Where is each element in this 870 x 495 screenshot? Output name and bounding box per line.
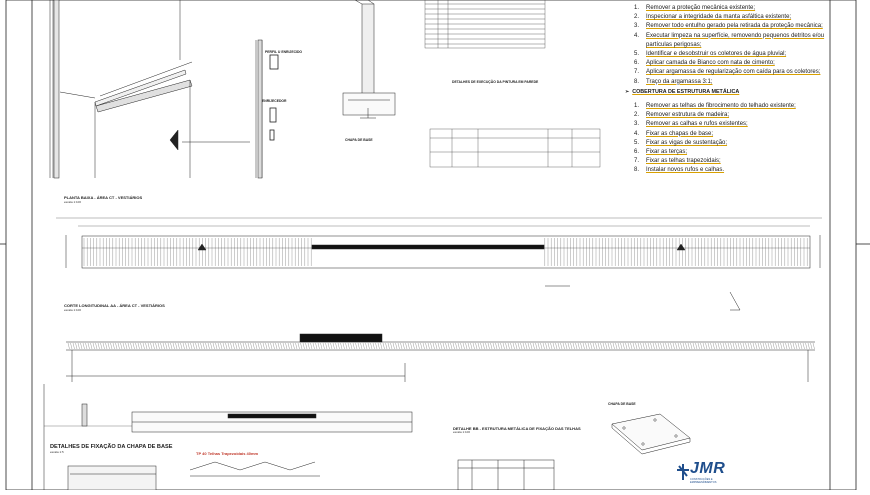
roof-step-item — [634, 148, 796, 157]
roof-step-item — [634, 102, 796, 111]
section-scale: escala 1:100 — [64, 308, 82, 312]
step-item — [634, 41, 824, 50]
step-item — [634, 13, 824, 22]
detail-bb-scale: escala 1:100 — [453, 430, 471, 434]
roof-step-item — [634, 157, 796, 166]
roof-step-item-number: 6. — [634, 149, 640, 156]
step-item-text: Remover a proteção mecânica existente; — [646, 5, 756, 11]
roof-step-item-number: 2. — [634, 112, 640, 119]
step-item-text: Traço da argamassa 3:1; — [646, 78, 713, 85]
step-item — [634, 4, 824, 13]
step-item — [634, 32, 824, 41]
roof-step-item — [634, 130, 796, 139]
company-logo — [676, 460, 736, 486]
roof-step-item-number: 7. — [634, 158, 640, 165]
roof-section-title — [625, 89, 739, 95]
plan-scale: escala 1:100 — [64, 200, 82, 204]
roof-step-item-number: 3. — [634, 121, 640, 128]
step-item-text: partículas perigosas; — [646, 41, 702, 48]
roof-step-item-text: Fixar as vigas de sustentação; — [646, 139, 728, 146]
roof-step-item-text: Fixar as telhas trapezoidais; — [646, 158, 721, 165]
step-item-text: Remover todo entulho gerado pela retirada da proteção mecânica; — [646, 23, 823, 30]
plan-title: PLANTA BAIXA - ÁREA CT - VESTIÁRIOS — [64, 195, 143, 200]
logo-tagline: CONSTRUÇÕES E EMPREENDIMENTOS — [690, 478, 717, 484]
roof-step-item-text: Instalar novos rufos e calhas. — [646, 167, 725, 174]
notes-title: DETALHES DE EXECUÇÃO DA PINTURA EM PAREDE — [452, 80, 539, 84]
base-plate-label: CHAPA DE BASE — [345, 138, 373, 142]
step-item-number: 7. — [634, 69, 640, 76]
logo-text: JMR — [690, 460, 726, 477]
roof-section-label: COBERTURA DE ESTRUTURA METÁLICA — [632, 89, 740, 95]
step-item-number: 2. — [634, 14, 640, 21]
roof-step-item-text: Remover as telhas de fibrocimento do telhado existente; — [646, 103, 796, 109]
arrow-icon: ➢ — [625, 89, 630, 95]
step-item-number: 8. — [634, 78, 640, 85]
step-item — [634, 59, 824, 68]
roof-step-item-number: 1. — [634, 103, 640, 109]
roof-step-item-text: Remover estrutura de madeira; — [646, 112, 730, 119]
step-item-number: 4. — [634, 32, 640, 39]
logo-mark-icon — [676, 462, 690, 482]
step-item-text: Executar limpeza na superfície, removendo pequenos detritos e/ou — [646, 32, 825, 39]
step-item-text: Aplicar argamassa de regularização com caída para os coletores; — [646, 69, 821, 76]
roof-steps-list — [634, 102, 796, 176]
step-item — [634, 22, 824, 31]
base-plate-scale: escala 1:5 — [50, 450, 64, 454]
step-item-text: Identificar e desobstruir os coletores de água pluvial; — [646, 51, 787, 58]
stiffener-label: ENRIJECEDOR — [262, 99, 287, 103]
step-item — [634, 78, 824, 87]
section-title: CORTE LONGITUDINAL AA - ÁREA CT - VESTIÁRIOS — [64, 303, 165, 308]
roof-step-item-text: Fixar as chapas de base; — [646, 130, 714, 137]
step-item-number: 5. — [634, 51, 640, 58]
step-item — [634, 50, 824, 59]
steps-list — [634, 4, 824, 87]
step-item — [634, 68, 824, 77]
tile-label: TP 40 Telhas Trapezoidais 40mm — [196, 451, 259, 456]
step-item-number: 6. — [634, 60, 640, 67]
step-item-number: 3. — [634, 23, 640, 30]
roof-step-item — [634, 166, 796, 175]
roof-step-item-number: 4. — [634, 130, 640, 137]
roof-step-item-text: Fixar as terças; — [646, 149, 688, 156]
step-item-text: Inspecionar a integridade da manta asfáltica existente; — [646, 14, 792, 21]
roof-step-item — [634, 139, 796, 148]
roof-step-item-number: 5. — [634, 139, 640, 146]
roof-step-item — [634, 120, 796, 129]
roof-step-item — [634, 111, 796, 120]
detail-bb-title: DETALHE BB - ESTRUTURA METÁLICA DE FIXAÇÃO DAS TELHAS — [453, 426, 581, 431]
roof-step-item-number: 8. — [634, 167, 640, 174]
iso-plate-label: CHAPA DE BASE — [608, 402, 636, 406]
roof-step-item-text: Remover as calhas e rufos existentes; — [646, 121, 748, 128]
step-item-number: 1. — [634, 5, 640, 11]
base-plate-title: DETALHES DE FIXAÇÃO DA CHAPA DE BASE — [50, 444, 173, 450]
profile-label: PERFIL U ENRIJECIDO — [265, 50, 303, 54]
step-item-text: Aplicar camada de Bianco com nata de cimento; — [646, 60, 775, 67]
